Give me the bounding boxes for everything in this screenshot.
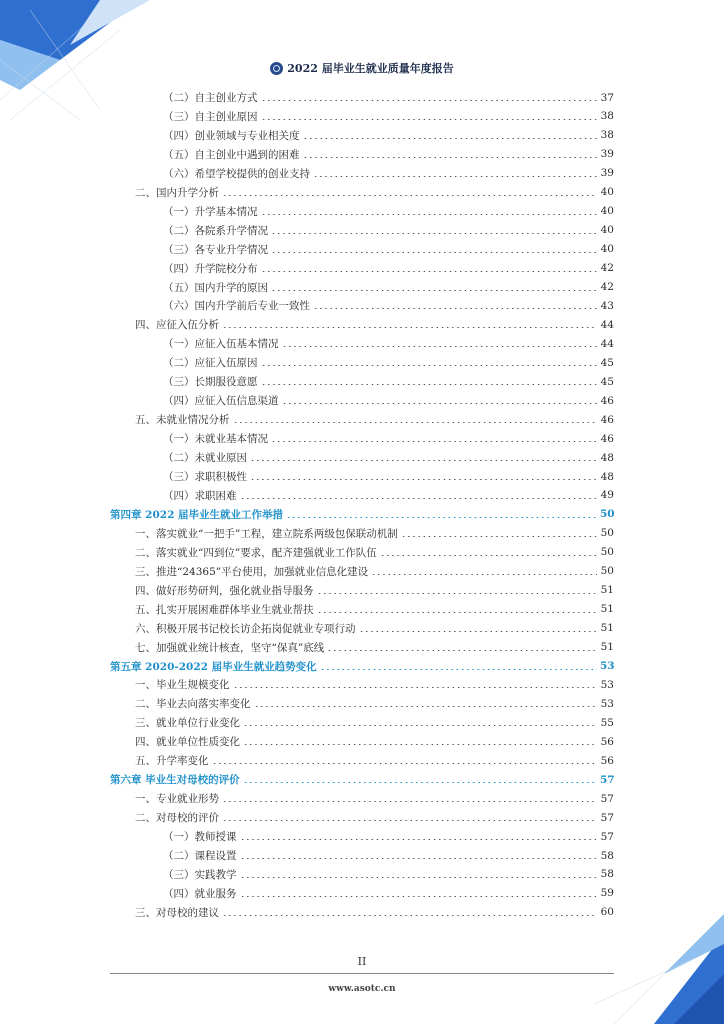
toc-entry-page: 44 bbox=[600, 318, 614, 331]
toc-leader-dots bbox=[212, 763, 598, 764]
toc-entry-page: 60 bbox=[600, 906, 614, 919]
toc-entry[interactable] bbox=[135, 543, 614, 562]
toc-entry[interactable] bbox=[163, 353, 614, 372]
toc-leader-dots bbox=[271, 252, 597, 253]
toc-entry-page: 45 bbox=[600, 375, 614, 388]
toc-entry-page: 46 bbox=[600, 394, 614, 407]
toc-leader-dots bbox=[250, 479, 597, 480]
toc-leader-dots bbox=[240, 498, 598, 499]
toc-entry-page: 46 bbox=[600, 413, 614, 426]
toc-entry-page: 38 bbox=[600, 110, 614, 123]
toc-entry-page: 45 bbox=[600, 356, 614, 369]
toc-entry-title: （四）应征入伍信息渠道 bbox=[163, 395, 279, 408]
toc-entry-page: 50 bbox=[600, 565, 614, 578]
toc-entry[interactable] bbox=[135, 808, 614, 827]
toc-leader-dots bbox=[233, 422, 598, 423]
toc-entry-page: 53 bbox=[600, 697, 614, 710]
toc-leader-dots bbox=[271, 233, 597, 234]
toc-leader-dots bbox=[271, 290, 597, 291]
toc-entry-title: 七、加强就业统计核查，坚守“保真”底线 bbox=[135, 641, 325, 654]
toc-entry-page: 58 bbox=[600, 849, 614, 862]
toc-entry[interactable] bbox=[135, 638, 614, 657]
toc-entry-page: 57 bbox=[600, 830, 614, 843]
toc-entry[interactable] bbox=[163, 372, 614, 391]
toc-entry[interactable] bbox=[163, 827, 614, 846]
toc-entry[interactable] bbox=[163, 865, 614, 884]
toc-entry-title: （二）课程设置 bbox=[163, 850, 237, 862]
toc-entry-title: 一、落实就业“一把手”工程，建立院系两级包保联动机制 bbox=[135, 527, 398, 540]
toc-entry-page: 37 bbox=[600, 91, 614, 104]
toc-entry-page: 59 bbox=[600, 887, 614, 900]
toc-leader-dots bbox=[282, 403, 598, 404]
toc-entry[interactable] bbox=[135, 410, 614, 429]
toc-entry-page: 40 bbox=[600, 205, 614, 218]
toc-leader-dots bbox=[261, 365, 598, 366]
toc-entry-page: 50 bbox=[600, 527, 614, 540]
toc-entry-title: 六、积极开展书记校长访企拓岗促就业专项行动 bbox=[135, 622, 356, 635]
toc-entry-title: 二、国内升学分析 bbox=[135, 186, 219, 199]
university-logo-icon bbox=[270, 62, 283, 75]
toc-entry-title: 五、升学率变化 bbox=[135, 755, 209, 768]
toc-entry-title: （四）就业服务 bbox=[163, 887, 237, 900]
toc-leader-dots bbox=[303, 157, 598, 158]
toc-leader-dots bbox=[371, 574, 597, 575]
toc-leader-dots bbox=[261, 214, 598, 215]
toc-entry-page: 56 bbox=[600, 735, 614, 748]
toc-entry[interactable] bbox=[163, 126, 614, 145]
toc-entry-title: 三、就业单位行业变化 bbox=[135, 717, 240, 730]
toc-entry-page: 51 bbox=[600, 584, 614, 597]
toc-leader-dots bbox=[401, 536, 597, 537]
toc-entry-page: 53 bbox=[600, 660, 615, 672]
toc-entry[interactable] bbox=[135, 581, 614, 600]
toc-chapter-entry[interactable] bbox=[110, 657, 614, 676]
toc-entry-page: 53 bbox=[600, 678, 614, 691]
toc-entry-page: 57 bbox=[600, 811, 614, 824]
toc-entry[interactable] bbox=[163, 486, 614, 505]
toc-entry-page: 48 bbox=[600, 451, 614, 464]
toc-entry[interactable] bbox=[163, 296, 614, 315]
toc-entry[interactable] bbox=[135, 732, 614, 751]
toc-entry-page: 55 bbox=[600, 716, 614, 729]
toc-leader-dots bbox=[222, 801, 597, 802]
toc-entry-page: 43 bbox=[600, 299, 614, 312]
toc-entry-title: （一）教师授课 bbox=[163, 831, 237, 844]
toc-leader-dots bbox=[261, 100, 598, 101]
toc-leader-dots bbox=[240, 839, 598, 840]
toc-entry-page: 46 bbox=[600, 432, 614, 445]
toc-entry[interactable] bbox=[163, 448, 614, 467]
toc-entry-page: 56 bbox=[600, 754, 614, 767]
toc-leader-dots bbox=[313, 308, 597, 309]
toc-entry[interactable] bbox=[163, 145, 614, 164]
toc-entry[interactable] bbox=[135, 694, 614, 713]
toc-entry[interactable] bbox=[163, 884, 614, 903]
toc-entry-page: 51 bbox=[600, 603, 614, 616]
toc-entry-page: 42 bbox=[600, 262, 614, 275]
toc-entry-title: （三）求职积极性 bbox=[163, 471, 247, 483]
header-title: 2022 届毕业生就业质量年度报告 bbox=[287, 62, 454, 75]
toc-leader-dots bbox=[222, 327, 597, 328]
toc-entry-page: 39 bbox=[600, 167, 614, 180]
toc-entry-title: （六）国内升学前后专业一致性 bbox=[163, 300, 310, 313]
toc-entry-title: （二）自主创业方式 bbox=[163, 92, 258, 104]
toc-entry-title: 第四章 2022 届毕业生就业工作举措 bbox=[110, 508, 284, 521]
toc-entry-title: （二）应征入伍原因 bbox=[163, 357, 258, 370]
toc-leader-dots bbox=[313, 176, 597, 177]
toc-entry-title: （二）未就业原因 bbox=[163, 452, 247, 465]
toc-entry-title: 一、专业就业形势 bbox=[135, 793, 219, 806]
toc-leader-dots bbox=[240, 858, 598, 859]
toc-chapter-entry[interactable] bbox=[110, 770, 614, 789]
toc-entry-title: （三）各专业升学情况 bbox=[163, 243, 268, 256]
toc-entry-title: （五）自主创业中遇到的困难 bbox=[163, 148, 300, 161]
toc-entry[interactable] bbox=[135, 600, 614, 619]
toc-entry-title: 第五章 2020-2022 届毕业生就业趋势变化 bbox=[110, 660, 317, 673]
toc-entry[interactable] bbox=[135, 562, 614, 581]
toc-entry[interactable] bbox=[135, 789, 614, 808]
toc-entry-title: （三）实践教学 bbox=[163, 868, 237, 881]
toc-entry-title: 二、毕业去向落实率变化 bbox=[135, 698, 251, 711]
toc-leader-dots bbox=[233, 687, 598, 688]
toc-entry[interactable] bbox=[135, 903, 614, 922]
toc-leader-dots bbox=[327, 650, 597, 651]
toc-entry-title: （三）自主创业原因 bbox=[163, 110, 258, 123]
toc-leader-dots bbox=[240, 896, 598, 897]
toc-leader-dots bbox=[282, 346, 598, 347]
toc-entry-page: 49 bbox=[600, 489, 614, 502]
toc-chapter-entry[interactable] bbox=[110, 505, 614, 524]
toc-leader-dots bbox=[222, 820, 597, 821]
toc-leader-dots bbox=[254, 706, 598, 707]
toc-entry-title: （三）长期服役意愿 bbox=[163, 376, 258, 389]
footer-divider bbox=[110, 973, 614, 974]
toc-entry-title: （四）创业领域与专业相关度 bbox=[163, 129, 300, 142]
toc-leader-dots bbox=[317, 612, 598, 613]
toc-entry-title: 四、应征入伍分析 bbox=[135, 319, 219, 332]
toc-entry-page: 42 bbox=[600, 281, 614, 293]
toc-entry-page: 39 bbox=[600, 148, 614, 161]
toc-entry-page: 51 bbox=[600, 641, 614, 654]
toc-entry[interactable] bbox=[163, 259, 614, 278]
toc-leader-dots bbox=[243, 744, 597, 745]
toc-entry[interactable] bbox=[135, 619, 614, 638]
toc-leader-dots bbox=[317, 593, 598, 594]
toc-entry-title: 二、对母校的评价 bbox=[135, 812, 219, 825]
toc-entry-page: 57 bbox=[600, 792, 614, 805]
toc-entry-title: （一）未就业基本情况 bbox=[163, 433, 268, 446]
toc-entry-page: 48 bbox=[600, 470, 614, 483]
toc-leader-dots bbox=[303, 138, 598, 139]
toc-entry-page: 51 bbox=[600, 622, 614, 635]
toc-entry-page: 40 bbox=[600, 186, 614, 199]
toc-entry-title: 三、推进“24365”平台使用，加强就业信息化建设 bbox=[135, 565, 369, 578]
toc-leader-dots bbox=[359, 631, 598, 632]
toc-entry[interactable] bbox=[163, 88, 614, 107]
toc-leader-dots bbox=[243, 725, 597, 726]
toc-leader-dots bbox=[222, 915, 597, 916]
toc-entry-title: （四）求职困难 bbox=[163, 489, 237, 502]
toc-entry[interactable] bbox=[135, 524, 614, 543]
toc-entry-page: 50 bbox=[600, 546, 614, 559]
toc-entry-title: 一、毕业生规模变化 bbox=[135, 679, 230, 692]
toc-leader-dots bbox=[271, 441, 597, 442]
toc-entry-title: （六）希望学校提供的创业支持 bbox=[163, 167, 310, 180]
toc-entry-title: 第六章 毕业生对母校的评价 bbox=[110, 774, 240, 787]
toc-leader-dots bbox=[261, 119, 598, 120]
toc-entry[interactable] bbox=[163, 221, 614, 240]
toc-leader-dots bbox=[243, 782, 597, 783]
toc-entry[interactable] bbox=[163, 846, 614, 865]
toc-entry-title: 四、就业单位性质变化 bbox=[135, 736, 240, 749]
toc-leader-dots bbox=[250, 460, 597, 461]
page-header bbox=[0, 60, 724, 76]
toc-entry[interactable] bbox=[135, 751, 614, 770]
toc-entry[interactable] bbox=[135, 675, 614, 694]
toc-entry-title: 五、未就业情况分析 bbox=[135, 414, 230, 427]
toc-entry[interactable] bbox=[163, 202, 614, 221]
toc-entry-title: 四、做好形势研判，强化就业指导服务 bbox=[135, 584, 314, 597]
toc-entry[interactable] bbox=[163, 107, 614, 126]
toc-entry[interactable] bbox=[163, 334, 614, 353]
toc-entry-title: 五、扎实开展困难群体毕业生就业帮扶 bbox=[135, 603, 314, 616]
toc-leader-dots bbox=[261, 271, 598, 272]
toc-entry[interactable] bbox=[163, 278, 614, 297]
toc-entry-page: 44 bbox=[600, 337, 614, 350]
toc-entry[interactable] bbox=[163, 391, 614, 410]
toc-entry-title: （五）国内升学的原因 bbox=[163, 281, 268, 294]
toc-entry-title: （一）升学基本情况 bbox=[163, 205, 258, 218]
footer-url: www.asotc.cn bbox=[328, 984, 396, 994]
toc-entry-page: 57 bbox=[600, 773, 615, 786]
toc-leader-dots bbox=[320, 669, 597, 670]
toc-entry-title: （二）各院系升学情况 bbox=[163, 224, 268, 237]
toc-leader-dots bbox=[261, 384, 598, 385]
toc-entry[interactable] bbox=[163, 164, 614, 183]
toc-entry-title: 三、对母校的建议 bbox=[135, 906, 219, 919]
toc-entry[interactable] bbox=[135, 713, 614, 732]
toc-leader-dots bbox=[286, 517, 597, 518]
toc-entry-title: （一）应征入伍基本情况 bbox=[163, 338, 279, 351]
toc-entry-page: 40 bbox=[600, 224, 614, 237]
toc-entry[interactable] bbox=[135, 183, 614, 202]
toc-leader-dots bbox=[240, 877, 598, 878]
toc-entry-page: 38 bbox=[600, 129, 614, 142]
toc-entry[interactable] bbox=[135, 315, 614, 334]
toc-entry-title: （四）升学院校分布 bbox=[163, 262, 258, 275]
toc-leader-dots bbox=[380, 555, 597, 556]
toc-entry-page: 40 bbox=[600, 243, 614, 256]
toc-entry[interactable] bbox=[163, 467, 614, 486]
toc-entry[interactable] bbox=[163, 429, 614, 448]
toc-entry-title: 二、落实就业“四到位”要求，配齐建强就业工作队伍 bbox=[135, 546, 377, 559]
toc-entry[interactable] bbox=[163, 240, 614, 259]
toc-leader-dots bbox=[222, 195, 597, 196]
toc-entry-page: 58 bbox=[600, 868, 614, 881]
bottom-right-corner-decoration bbox=[594, 914, 724, 1024]
page-number: II bbox=[357, 955, 367, 968]
toc-entry-page: 50 bbox=[600, 508, 615, 521]
